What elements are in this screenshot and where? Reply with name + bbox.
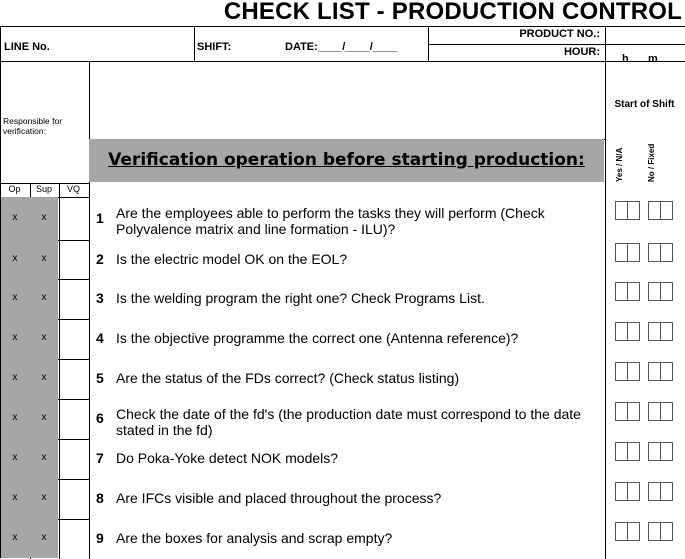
question-text: Are the boxes for analysis and scrap empty? bbox=[116, 530, 393, 546]
op-mark: x bbox=[12, 252, 18, 264]
yes-na-checkbox[interactable] bbox=[615, 522, 640, 541]
sup-mark: x bbox=[41, 372, 47, 383]
op-mark: x bbox=[12, 292, 18, 303]
start-of-shift-label: Start of Shift bbox=[614, 99, 675, 110]
yes-na-checkbox[interactable] bbox=[615, 322, 640, 341]
sup-mark: x bbox=[41, 452, 47, 463]
question-text: Are the status of the FDs correct? (Check status listing) bbox=[116, 370, 460, 386]
sup-mark: x bbox=[41, 412, 47, 423]
question-number: 3 bbox=[96, 290, 104, 306]
question-text: Check the date of the fd's (the production date must correspond to the date stated in the fd) bbox=[116, 406, 581, 438]
vq-header: VQ bbox=[66, 184, 80, 194]
date-field[interactable]: DATE:____/____/____ bbox=[285, 41, 398, 53]
yes-na-checkbox[interactable] bbox=[615, 482, 640, 501]
op-mark: x bbox=[12, 212, 18, 223]
hour-m: m bbox=[648, 53, 658, 65]
yes-na-checkbox[interactable] bbox=[615, 362, 640, 381]
question-text: Is the objective programme the correct one (Antenna reference)? bbox=[116, 330, 519, 346]
question-number: 5 bbox=[96, 370, 104, 386]
sup-mark: x bbox=[41, 292, 47, 303]
yes-na-header: Yes / N/A bbox=[615, 147, 624, 182]
yes-na-checkbox[interactable] bbox=[615, 201, 640, 220]
no-fixed-checkbox[interactable] bbox=[648, 442, 673, 461]
op-mark: x bbox=[12, 332, 18, 343]
question-number: 8 bbox=[96, 490, 104, 506]
op-mark: x bbox=[12, 372, 18, 383]
question-number: 2 bbox=[96, 250, 104, 267]
yes-na-checkbox[interactable] bbox=[615, 243, 640, 262]
yes-na-checkbox[interactable] bbox=[615, 282, 640, 301]
question-text: Are IFCs visible and placed throughout the process? bbox=[116, 490, 442, 506]
sup-mark: x bbox=[41, 532, 47, 543]
op-mark: x bbox=[12, 532, 18, 543]
sup-mark: x bbox=[41, 252, 47, 264]
op-mark: x bbox=[12, 452, 18, 463]
question-text: Do Poka-Yoke detect NOK models? bbox=[116, 450, 339, 466]
no-fixed-checkbox[interactable] bbox=[648, 482, 673, 501]
question-number: 6 bbox=[96, 410, 104, 426]
question-number: 9 bbox=[96, 530, 104, 546]
sup-header: Sup bbox=[35, 184, 52, 194]
question-number: 7 bbox=[96, 450, 104, 466]
question-text: Is the welding program the right one? Check Programs List. bbox=[116, 290, 485, 306]
yes-na-checkbox[interactable] bbox=[615, 402, 640, 421]
no-fixed-checkbox[interactable] bbox=[648, 322, 673, 341]
line-no-label: LINE No. bbox=[4, 41, 50, 53]
responsible-label: Responsible for verification: bbox=[3, 116, 63, 136]
no-fixed-checkbox[interactable] bbox=[648, 402, 673, 421]
question-number: 4 bbox=[96, 330, 104, 346]
no-fixed-checkbox[interactable] bbox=[648, 362, 673, 381]
op-mark: x bbox=[12, 492, 18, 503]
no-fixed-header: No / Fixed bbox=[647, 143, 656, 182]
question-text: Are the employees able to perform the tasks they will perform (Check Polyvalence matrix and line formation - ILU)? bbox=[116, 205, 545, 237]
hour-h: h bbox=[622, 53, 629, 65]
page-title: CHECK LIST - PRODUCTION CONTROL bbox=[223, 0, 682, 25]
question-text: Is the electric model OK on the EOL? bbox=[116, 250, 348, 267]
section-banner bbox=[89, 139, 604, 182]
yes-na-checkbox[interactable] bbox=[615, 442, 640, 461]
no-fixed-checkbox[interactable] bbox=[648, 282, 673, 301]
sup-mark: x bbox=[41, 332, 47, 343]
op-mark: x bbox=[12, 412, 18, 423]
hour-label: HOUR: bbox=[563, 46, 600, 58]
sup-mark: x bbox=[41, 492, 47, 503]
op-header: Op bbox=[8, 184, 21, 194]
no-fixed-checkbox[interactable] bbox=[648, 243, 673, 262]
section-title: Verification operation before starting production: bbox=[108, 150, 585, 170]
no-fixed-checkbox[interactable] bbox=[648, 522, 673, 541]
product-no-label: PRODUCT NO.: bbox=[519, 28, 600, 40]
question-number: 1 bbox=[96, 210, 104, 226]
no-fixed-checkbox[interactable] bbox=[648, 201, 673, 220]
sup-mark: x bbox=[41, 212, 47, 223]
shift-label: SHIFT: bbox=[197, 41, 232, 53]
